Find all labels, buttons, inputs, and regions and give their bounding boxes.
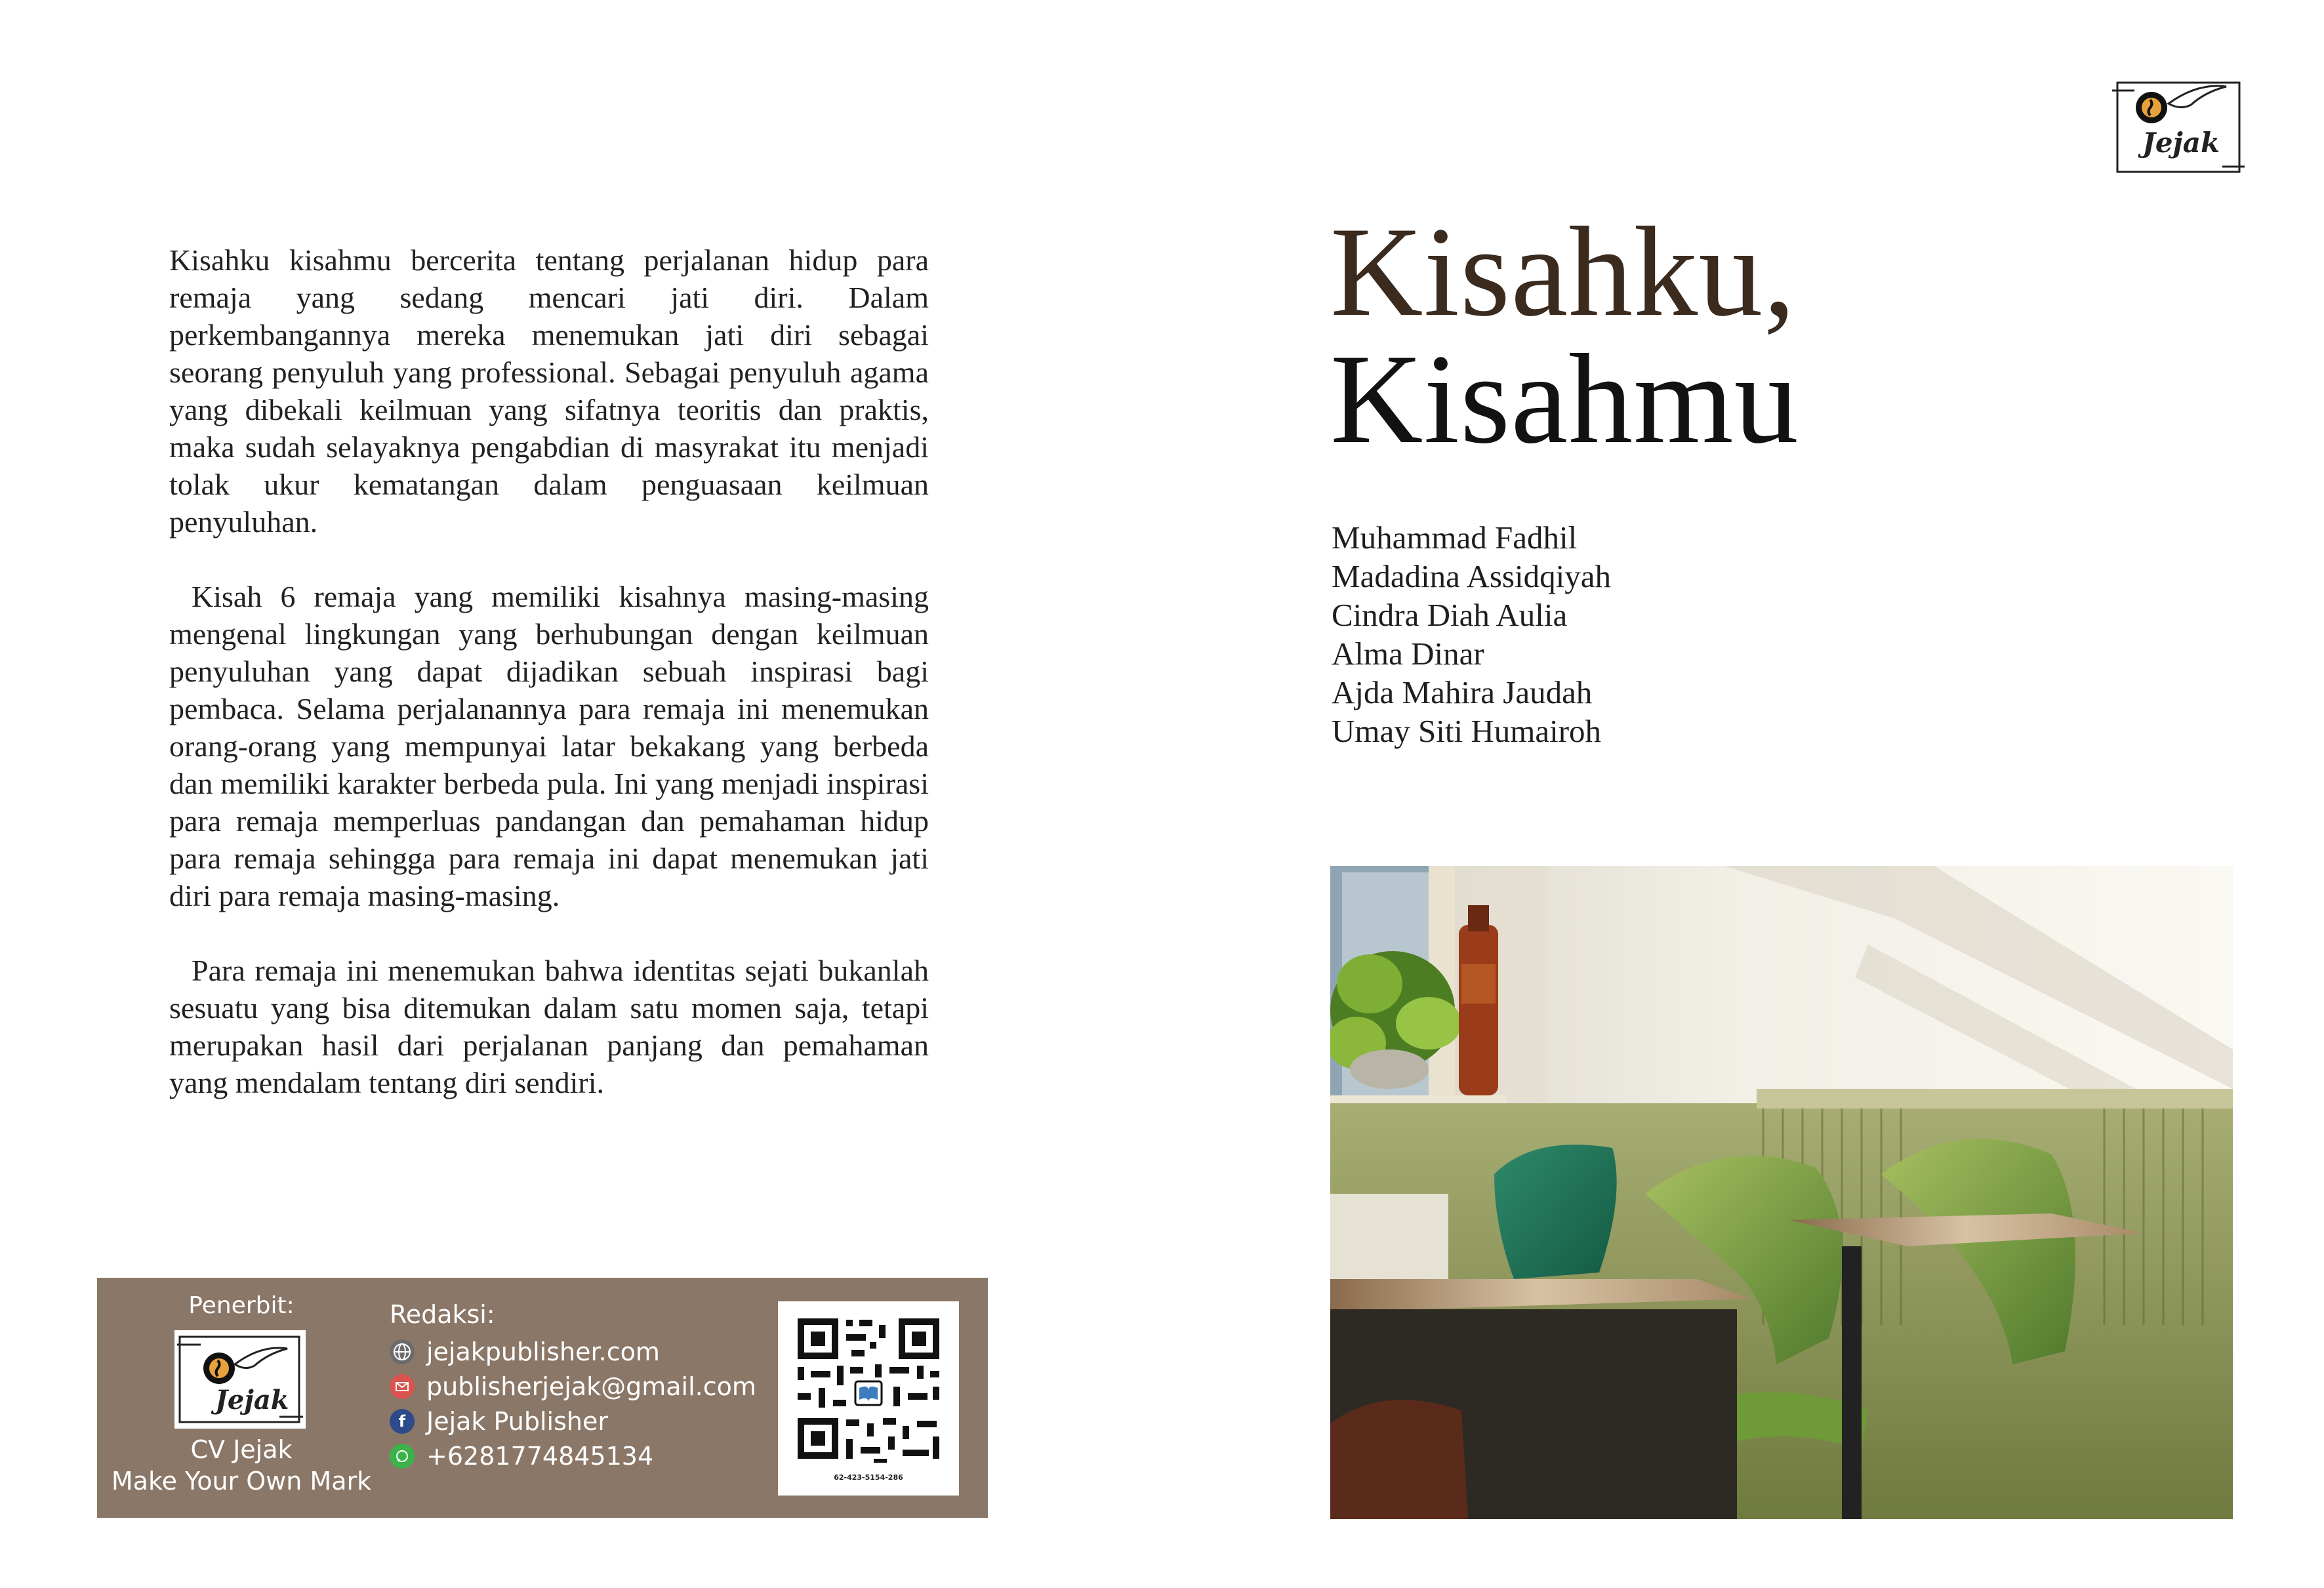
author-name: Alma Dinar <box>1332 636 1484 672</box>
back-cover-blurb <box>169 241 929 1139</box>
facebook-icon: f <box>390 1409 415 1434</box>
cover-photo-cafe-chairs <box>1330 866 2233 1519</box>
author-name: Cindra Diah Aulia <box>1332 597 1568 633</box>
title-line-2: Kisahmu <box>1330 328 1799 470</box>
author-name: Madadina Assidqiyah <box>1332 558 1611 594</box>
svg-text:Jejak: Jejak <box>215 1385 289 1415</box>
contacts-label: Redaksi: <box>390 1300 495 1329</box>
blurb-paragraph-2: Kisah 6 remaja yang memiliki kisahnya masing-masing mengenal lingkungan yang berhubungan dengan keilmuan penyuluhan yang dapat dijadikan sebuah inspirasi bagi pembaca. Selama perjalanannya para remaja ini menemukan orang-orang yang mempunyai latar bekakang yang berbeda dan memiliki karakter berbeda pula. Ini yang menjadi inspirasi para remaja memperluas pandangan dan pemahaman hidup para remaja sehingga para remaja ini dapat menemukan jati diri para remaja masing-masing. <box>169 580 929 912</box>
contact-email-text: publisherjejak@gmail.com <box>426 1372 756 1401</box>
publisher-identity <box>97 1278 386 1518</box>
publisher-logo <box>174 1330 306 1429</box>
contact-whatsapp[interactable] <box>390 1438 757 1473</box>
author-name: Muhammad Fadhil <box>1332 519 1578 556</box>
front-publisher-logo <box>2111 71 2246 178</box>
publisher-contacts <box>390 1300 757 1473</box>
qr-code-graphic <box>778 1301 959 1473</box>
book-title <box>1330 201 1799 470</box>
svg-text:Jejak: Jejak <box>2142 127 2220 159</box>
blurb-paragraph-1: Kisahku kisahmu bercerita tentang perjalanan hidup para remaja yang sedang mencari jati diri. Dalam perkembangannya mereka menemukan jati diri sebagai seorang penyuluh yang professional. Sebagai penyuluh agama yang dibekali keilmuan yang sifatnya teoritis dan praktis, maka sudah selayaknya pengabdian di masyrakat itu menjadi tolak ukur kematangan dalam penguasaan keilmuan penyuluhan. <box>169 243 929 539</box>
contact-website-text: jejakpublisher.com <box>426 1337 660 1366</box>
contact-facebook[interactable] <box>390 1404 757 1438</box>
publisher-name-block <box>97 1434 386 1497</box>
publisher-name: CV Jejak <box>190 1435 293 1464</box>
contact-whatsapp-text: +6281774845134 <box>426 1441 654 1471</box>
publisher-tagline: Make Your Own Mark <box>111 1467 372 1496</box>
publisher-heading: Penerbit: <box>188 1292 295 1319</box>
author-name: Ajda Mahira Jaudah <box>1332 674 1593 710</box>
qr-caption: 62-423-5154-286 <box>834 1473 903 1482</box>
contact-facebook-text: Jejak Publisher <box>426 1406 608 1436</box>
whatsapp-icon <box>390 1444 415 1469</box>
globe-icon <box>390 1339 415 1364</box>
author-name: Umay Siti Humairoh <box>1332 713 1602 749</box>
author-list <box>1332 518 1611 750</box>
qr-code[interactable] <box>778 1301 959 1496</box>
email-icon <box>390 1374 415 1399</box>
title-line-1: Kisahku, <box>1330 201 1797 343</box>
contact-website[interactable] <box>390 1334 757 1369</box>
blurb-paragraph-3: Para remaja ini menemukan bahwa identitas sejati bukanlah sesuatu yang bisa ditemukan dalam satu momen saja, tetapi merupakan hasil dari perjalanan panjang dan pemahaman yang mendalam tentang diri sendiri. <box>169 954 929 1099</box>
contact-email[interactable] <box>390 1369 757 1404</box>
publisher-info-box <box>97 1278 988 1518</box>
